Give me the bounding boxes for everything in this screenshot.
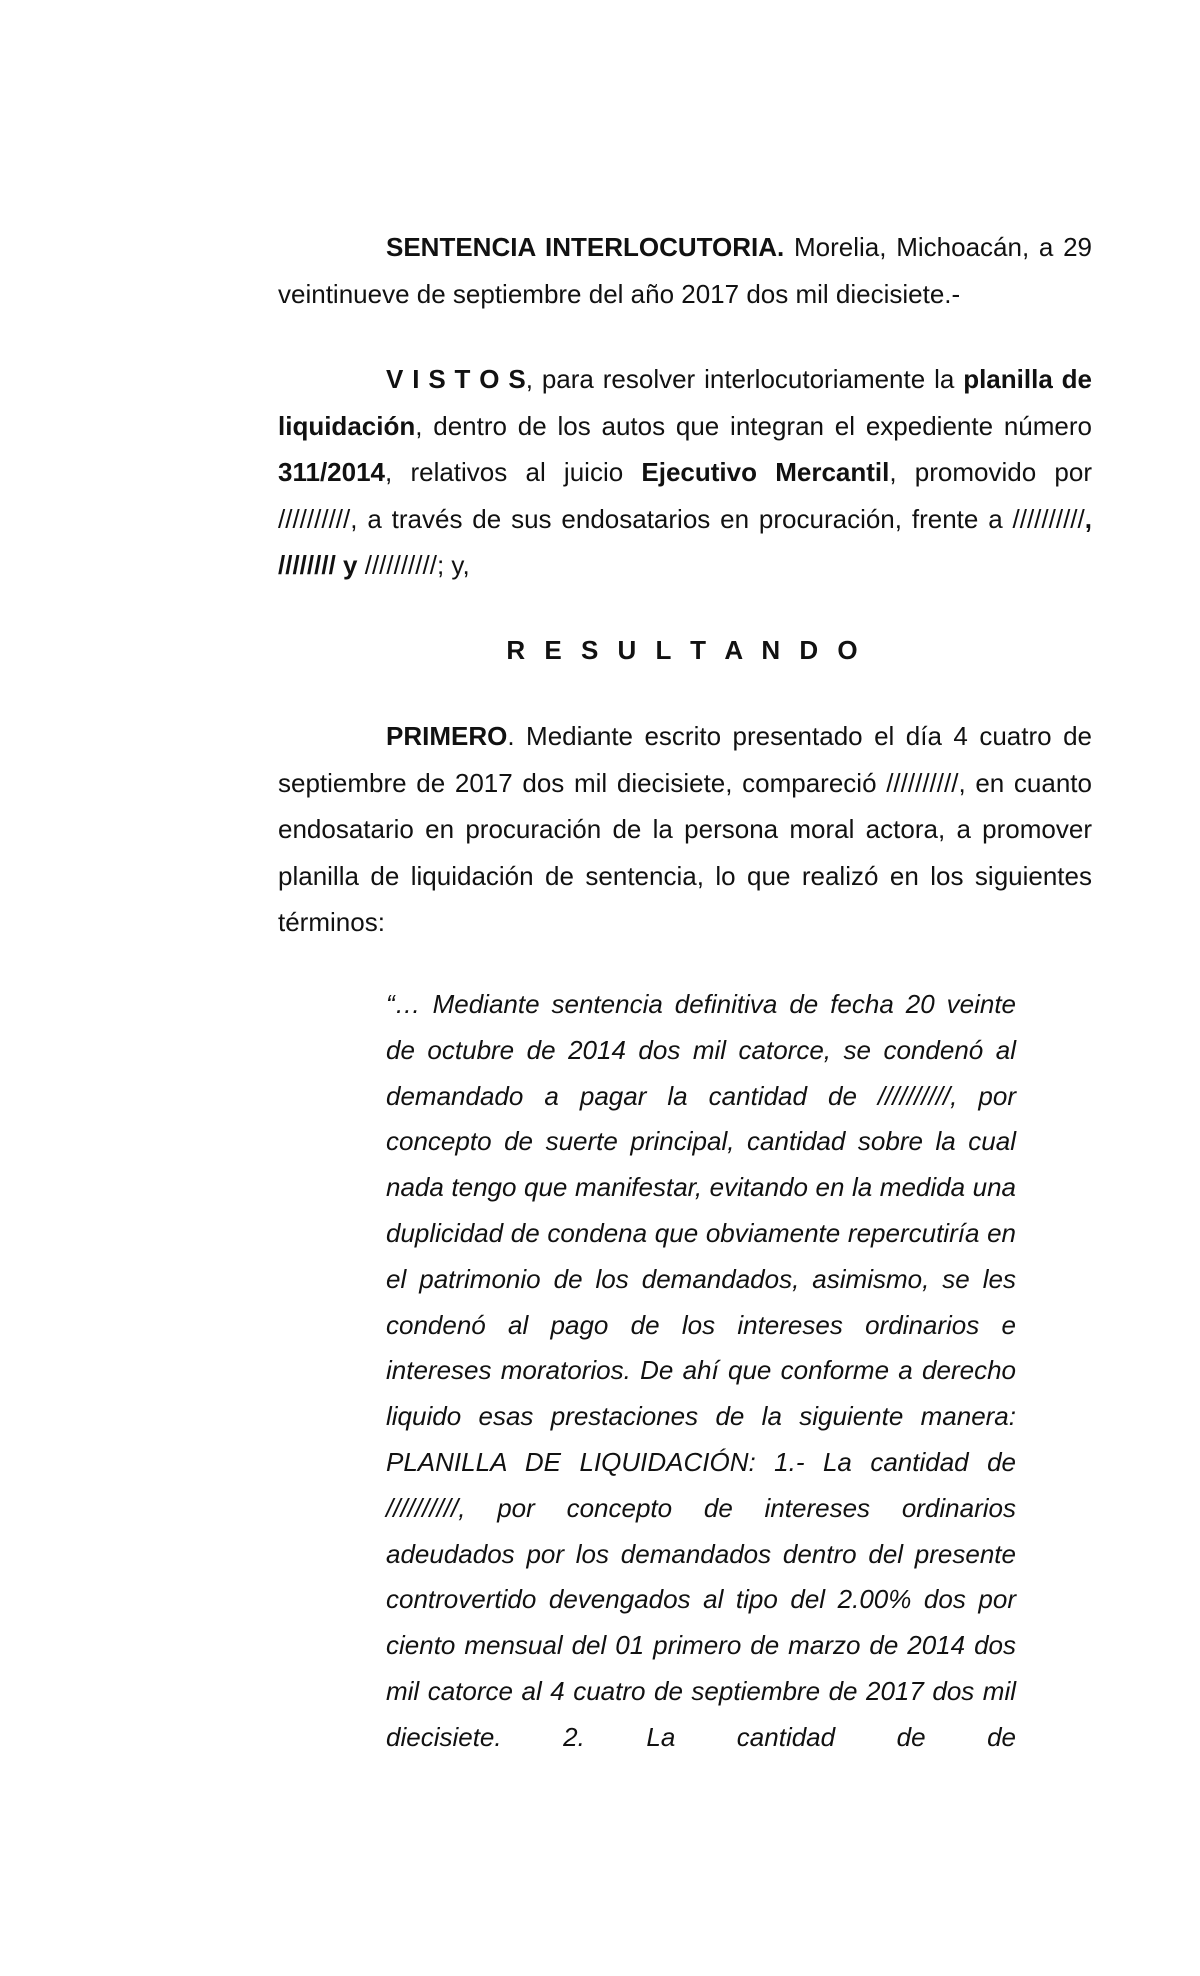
primero-paragraph (278, 713, 1092, 946)
vistos-text: , para resolver interlocutoriamente la (525, 364, 964, 394)
vistos-label: V I S T O S (386, 364, 526, 394)
header-paragraph (278, 224, 1092, 317)
primero-label: PRIMERO (386, 721, 508, 751)
vistos-text: , relativos al juicio (385, 457, 642, 487)
expediente-number: 311/2014 (278, 457, 386, 487)
vistos-text: , promovido por (889, 457, 1092, 487)
conjunction: y (335, 550, 365, 580)
vistos-text: ; y, (436, 550, 470, 580)
document-title: SENTENCIA INTERLOCUTORIA. (386, 232, 785, 262)
primero-text: . Mediante escrito presentado el día 4 cuatro de septiembre de 2017 dos mil diecisiete, compareció //////////, en cuanto endosatario en procuración de la persona moral actora, a promover planilla de liquidación de sentencia, lo que realizó en los siguientes términos: (278, 721, 1092, 937)
juicio-type: Ejecutivo Mercantil (641, 457, 890, 487)
vistos-paragraph (278, 356, 1092, 589)
vistos-bold-planilla: planilla de liquidación (278, 364, 1092, 441)
redacted-name: ////////// (1012, 503, 1085, 534)
vistos-text: , dentro de los autos que integran el expediente número (415, 410, 1092, 441)
quoted-text: “… Mediante sentencia definitiva de fecha 20 veinte de octubre de 2014 dos mil catorce, se condenó al demandado a pagar la cantidad de //////////, por concepto de suerte principal, cantidad sobre la cual nada tengo que manifestar, evitando en la medida una duplicidad de condena que obviamente repercutiría en el patrimonio de los demandados, asimismo, se les condenó al pago de los intereses ordinarios e intereses moratorios. De ahí que conforme a derecho liquido esas prestaciones de la siguiente manera: PLANILLA DE LIQUIDACIÓN: 1.- La cantidad de //////////, por concepto de intereses ordinarios adeudados por los demandados dentro del presente controvertido devengados al tipo del 2.00% dos por ciento mensual del 01 primero de marzo de 2014 dos mil catorce al 4 cuatro de septiembre de 2017 dos mil diecisiete. 2. La cantidad de de (386, 989, 1016, 1752)
redacted-name: , //////// (278, 503, 1092, 580)
header-date-text: Morelia, Michoacán, a 29 veintinueve de septiembre del año 2017 dos mil diecisiete.- (278, 232, 1092, 309)
resultando-heading: R E S U L T A N D O (506, 635, 864, 665)
vistos-text: , a través de sus endosatarios en procuración, frente a (350, 503, 1013, 534)
redacted-name: ////////// (364, 550, 437, 580)
redacted-name: ////////// (278, 503, 351, 534)
